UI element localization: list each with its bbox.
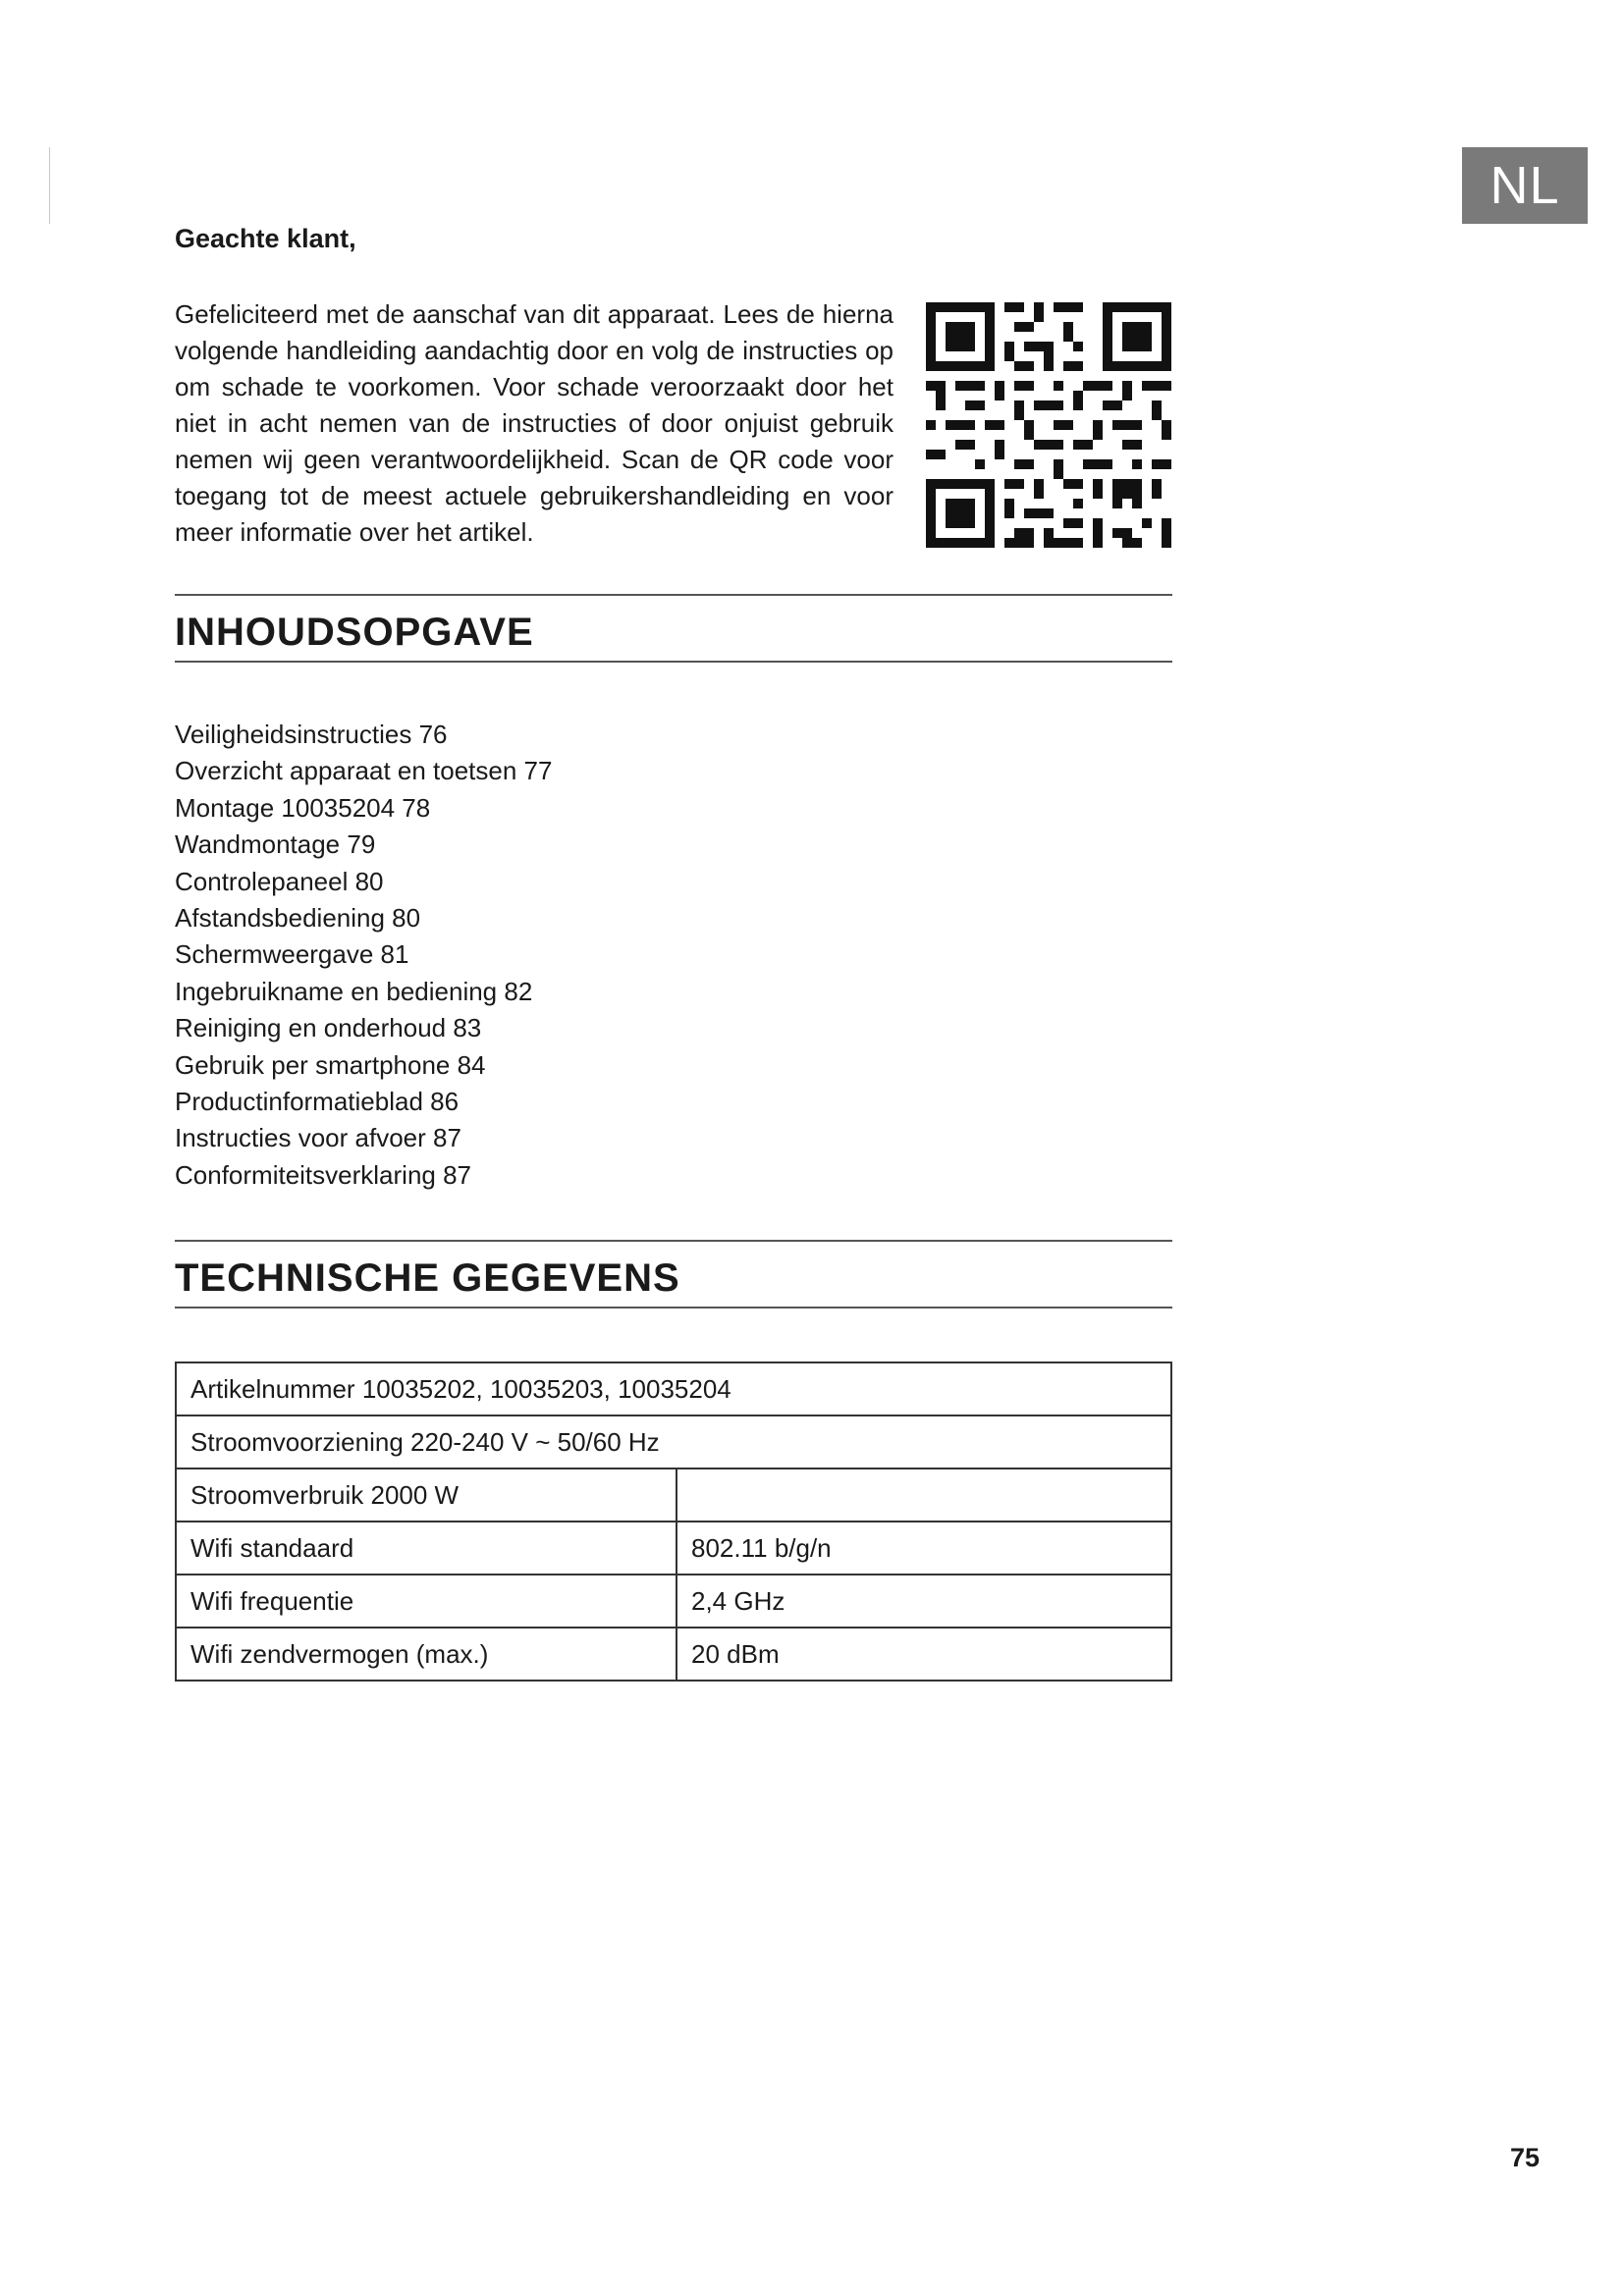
toc-item: Reiniging en onderhoud 83 — [175, 1013, 482, 1043]
toc-item: Productinformatieblad 86 — [175, 1087, 460, 1117]
greeting: Geachte klant, — [175, 224, 356, 253]
table-row — [176, 1362, 1171, 1415]
toc-item: Afstandsbediening 80 — [175, 903, 421, 934]
qr-code — [926, 302, 1171, 548]
spec-label: Wifi standaard — [176, 1522, 677, 1575]
table-row — [176, 1628, 1171, 1681]
spec-value: 20 dBm — [677, 1628, 1171, 1681]
margin-rule — [49, 147, 50, 224]
toc-item: Controlepaneel 80 — [175, 866, 384, 896]
page-number: 75 — [1510, 2143, 1541, 2172]
specs-heading: TECHNISCHE GEGEVENS — [175, 1256, 680, 1300]
intro-paragraph: Gefeliciteerd met de aanschaf van dit apparaat. Lees de hierna volgende handleiding aandachtig door en volg de instructies op om schade te voorkomen. Voor schade veroorzaakt door het niet in acht nemen van de instructies of door onjuist gebruik nemen wij geen verantwoordelijkheid. Scan de QR code voor toegang tot de meest actuele gebruikershandleiding en voor meer informatie over het artikel. — [175, 299, 893, 547]
toc-item: Gebruik per smartphone 84 — [175, 1049, 486, 1080]
spec-value — [677, 1468, 1171, 1522]
toc-item: Instructies voor afvoer 87 — [175, 1123, 461, 1153]
spec-table — [175, 1362, 1172, 1682]
spec-cell: Artikelnummer 10035202, 10035203, 10035204 — [176, 1362, 1171, 1415]
spec-label: Stroomverbruik 2000 W — [176, 1468, 677, 1522]
table-row — [176, 1522, 1171, 1575]
toc-item: Montage 10035204 78 — [175, 792, 431, 823]
spec-value: 2,4 GHz — [677, 1575, 1171, 1628]
toc-heading: INHOUDSOPGAVE — [175, 611, 534, 654]
spec-value: 802.11 b/g/n — [677, 1522, 1171, 1575]
language-badge: NL — [1462, 147, 1588, 224]
toc-item: Schermweergave 81 — [175, 939, 409, 970]
toc-item: Overzicht apparaat en toetsen 77 — [175, 756, 553, 786]
toc-item: Wandmontage 79 — [175, 829, 376, 860]
table-row — [176, 1575, 1171, 1628]
toc-item: Ingebruikname en bediening 82 — [175, 976, 533, 1006]
table-row — [176, 1468, 1171, 1522]
spec-label: Wifi zendvermogen (max.) — [176, 1628, 677, 1681]
toc-heading-block — [175, 594, 1172, 663]
qr-code-image — [926, 302, 1171, 548]
toc-item: Conformiteitsverklaring 87 — [175, 1159, 472, 1190]
table-row — [176, 1415, 1171, 1468]
spec-cell: Stroomvoorziening 220-240 V ~ 50/60 Hz — [176, 1415, 1171, 1468]
toc-list — [175, 717, 552, 1194]
spec-label: Wifi frequentie — [176, 1575, 677, 1628]
toc-item: Veiligheidsinstructies 76 — [175, 720, 448, 749]
specs-heading-block — [175, 1240, 1172, 1308]
